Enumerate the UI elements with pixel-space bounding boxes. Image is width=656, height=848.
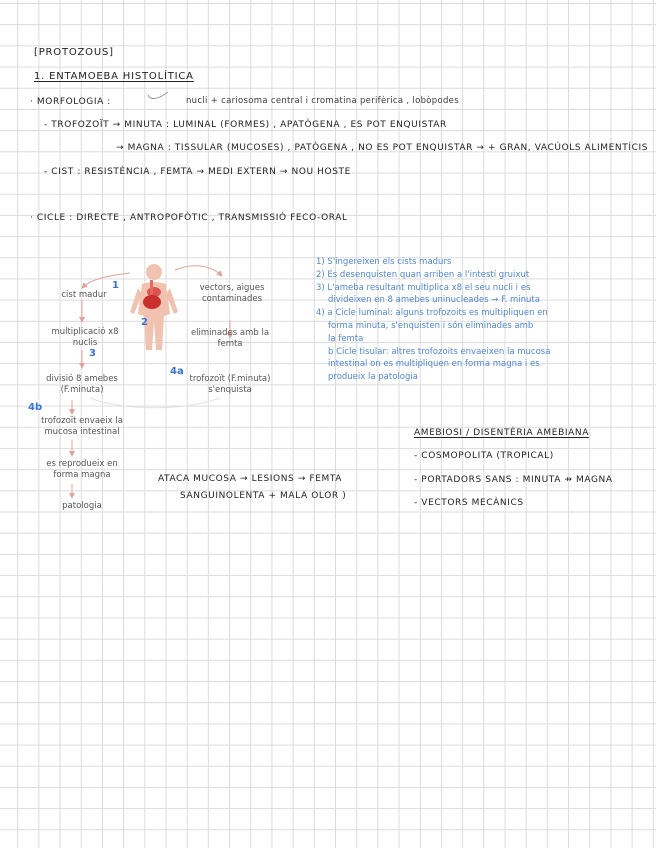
trofozoit-minuta: - TROFOZOÏT → MINUTA : LUMINAL (FORMES) , APATÒGENA , ES POT ENQUISTAR: [44, 120, 447, 130]
label-multiplicacio: multiplicació x8 nuclis: [51, 327, 119, 348]
ataca-line-2: SANGUINOLENTA + MALA OLOR ): [180, 491, 347, 501]
step-note: b Cicle tisular: altres trofozoits envaeixen la mucosa: [328, 346, 551, 357]
step-number-1: 1: [112, 280, 119, 291]
label-eliminades: eliminades amb la femta: [190, 328, 270, 349]
step-note: divideixen en 8 amebes uninucleades → F. minuta: [328, 295, 540, 306]
ataca-line-1: ATACA MUCOSA → LESIONS → FEMTA: [158, 474, 343, 484]
nucli-note: nucli + cariosoma central i cromatina perifèrica , lobòpodes: [186, 96, 459, 106]
step-note: 2) Es desenquisten quan arriben a l'intestí gruixut: [316, 269, 530, 280]
amebiosi-title: AMEBIOSI / DISENTÈRIA AMEBIANA: [414, 428, 589, 438]
step-note: 3) L'ameba resultant multiplica x8 el seu nucli i es: [316, 282, 531, 293]
label-reprodueix: es reprodueix en forma magna: [46, 459, 118, 480]
amebiosi-item: - COSMOPOLITA (TROPICAL): [414, 451, 554, 461]
trofozoit-magna: → MAGNA : TISSULAR (MUCOSES) , PATÒGENA , NO ES POT ENQUISTAR → + GRAN, VACÚOLS ALIMENTÍCIS: [116, 143, 649, 153]
step-note: produeix la patologia: [328, 372, 418, 383]
label-cist-madur: cist madur: [61, 290, 107, 300]
morfologia-label: · MORFOLOGIA :: [30, 97, 111, 107]
step-note: 1) S'ingereixen els cists madurs: [316, 257, 452, 267]
human-body-illustration: [128, 262, 180, 354]
label-divisio: divisió 8 amebes (F.minuta): [46, 374, 118, 395]
amebiosi-item: - PORTADORS SANS : MINUTA ⇸ MAGNA: [414, 475, 613, 485]
section-title: 1. ENTAMOEBA HISTOLÍTICA: [34, 71, 194, 82]
cicle-line: · CICLE : DIRECTE , ANTROPOFÒTIC , TRANSMISSIÓ FECO-ORAL: [30, 213, 348, 223]
page-header: [PROTOZOUS]: [34, 47, 114, 58]
label-patologia: patologia: [62, 501, 102, 511]
step-number-4b: 4b: [28, 402, 43, 413]
cist-line: - CIST : RESISTÈNCIA , FEMTA → MEDI EXTERN → NOU HOSTE: [44, 167, 351, 177]
step-note: intestinal on es multipliquen en forma magna i es: [328, 359, 540, 370]
label-vectors: vectors, aigues contaminades: [199, 283, 265, 304]
amebiosi-item: - VECTORS MECÀNICS: [414, 498, 524, 508]
cycle-steps-notes: [316, 256, 616, 384]
step-number-3: 3: [89, 348, 96, 359]
step-note: forma minuta, s'enquisten i són eliminades amb: [328, 320, 534, 331]
step-number-2: 2: [141, 317, 148, 328]
step-number-4a: 4a: [170, 366, 184, 377]
step-note: 4) a Cicle luminal: alguns trofozoits es multipliquen en: [316, 308, 548, 319]
label-trofozoit-envaeix: trofozoït envaeix la mucosa intestinal: [41, 416, 123, 437]
label-trofozoit-enquista: trofozoït (F.minuta) s'enquista: [189, 374, 271, 395]
step-note: la femta: [328, 333, 364, 344]
